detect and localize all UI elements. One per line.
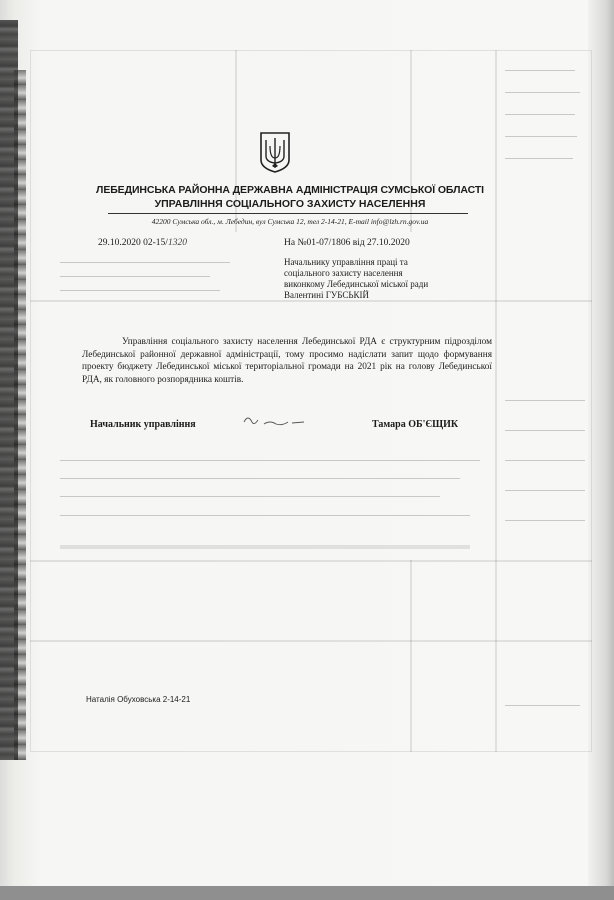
bleed-scribble	[60, 460, 480, 461]
bleed-scribble	[505, 430, 585, 431]
incoming-reference: На №01-07/1806 від 27.10.2020	[284, 238, 410, 248]
bleed-scribble	[505, 114, 575, 115]
handwritten-signature	[240, 410, 320, 432]
handwritten-number: 1320	[167, 238, 187, 248]
bleed-scribble	[505, 490, 585, 491]
bleed-scribble	[60, 545, 470, 549]
letterhead-rule	[108, 213, 468, 214]
scan-bottom-band	[0, 886, 614, 900]
addressee-block	[284, 257, 484, 301]
bleed-scribble	[505, 400, 585, 401]
bleed-line	[30, 640, 592, 642]
bleed-scribble	[505, 460, 585, 461]
bleed-scribble	[60, 496, 440, 497]
bleed-line	[495, 50, 497, 752]
signatory-title: Начальник управління	[90, 419, 196, 430]
letterhead-address: 42200 Сумська обл., м. Лебедин, вул Сумська 12, тел 2-14-21, E-mail info@lzh.rn.gov.ua	[151, 217, 429, 226]
body-paragraph: Управління соціального захисту населення Лебединської РДА є структурним підрозділом Лебединської районної державної адміністрації, тому просимо надіслати запит щодо формування проекту бюджету Лебединської міської територіальної громади на 2021 рік на голову Лебединської РДА, як головного розпорядника коштів.	[82, 337, 492, 385]
bleed-scribble	[505, 705, 580, 706]
executor-contact: Наталія Обуховська 2-14-21	[86, 695, 191, 704]
bleed-scribble	[60, 478, 460, 479]
bleed-scribble	[505, 92, 580, 93]
addressee-name: Валентині ГУБСЬКІЙ	[284, 290, 370, 300]
bleed-scribble	[505, 136, 577, 137]
bleed-scribble	[505, 520, 585, 521]
letter-body	[82, 336, 492, 386]
bleed-scribble	[60, 515, 470, 516]
addressee-line: Начальнику управління праці та	[284, 257, 408, 267]
bleed-scribble	[505, 158, 573, 159]
scan-edge-shadow-inner	[14, 70, 26, 760]
bleed-line	[410, 560, 412, 752]
bleed-scribble	[505, 70, 575, 71]
bleed-scribble	[60, 276, 210, 277]
outgoing-reference	[98, 238, 187, 248]
bleed-scribble	[60, 262, 230, 263]
addressee-line: соціального захисту населення	[284, 268, 403, 278]
bleed-line	[30, 560, 592, 562]
bleed-scribble	[60, 290, 220, 291]
outgoing-date-number: 29.10.2020 02-15/	[98, 238, 168, 248]
letterhead-title-line1: ЛЕБЕДИНСЬКА РАЙОННА ДЕРЖАВНА АДМІНІСТРАЦІЯ СУМСЬКОЇ ОБЛАСТІ	[96, 184, 484, 196]
addressee-line: виконкому Лебединської міської ради	[284, 279, 429, 289]
bleed-through-table	[30, 50, 592, 752]
letterhead-title-line2: УПРАВЛІННЯ СОЦІАЛЬНОГО ЗАХИСТУ НАСЕЛЕННЯ	[154, 198, 426, 210]
signatory-name: Тамара ОБ'ЄЩИК	[372, 419, 459, 430]
trident-emblem-icon	[258, 130, 292, 174]
